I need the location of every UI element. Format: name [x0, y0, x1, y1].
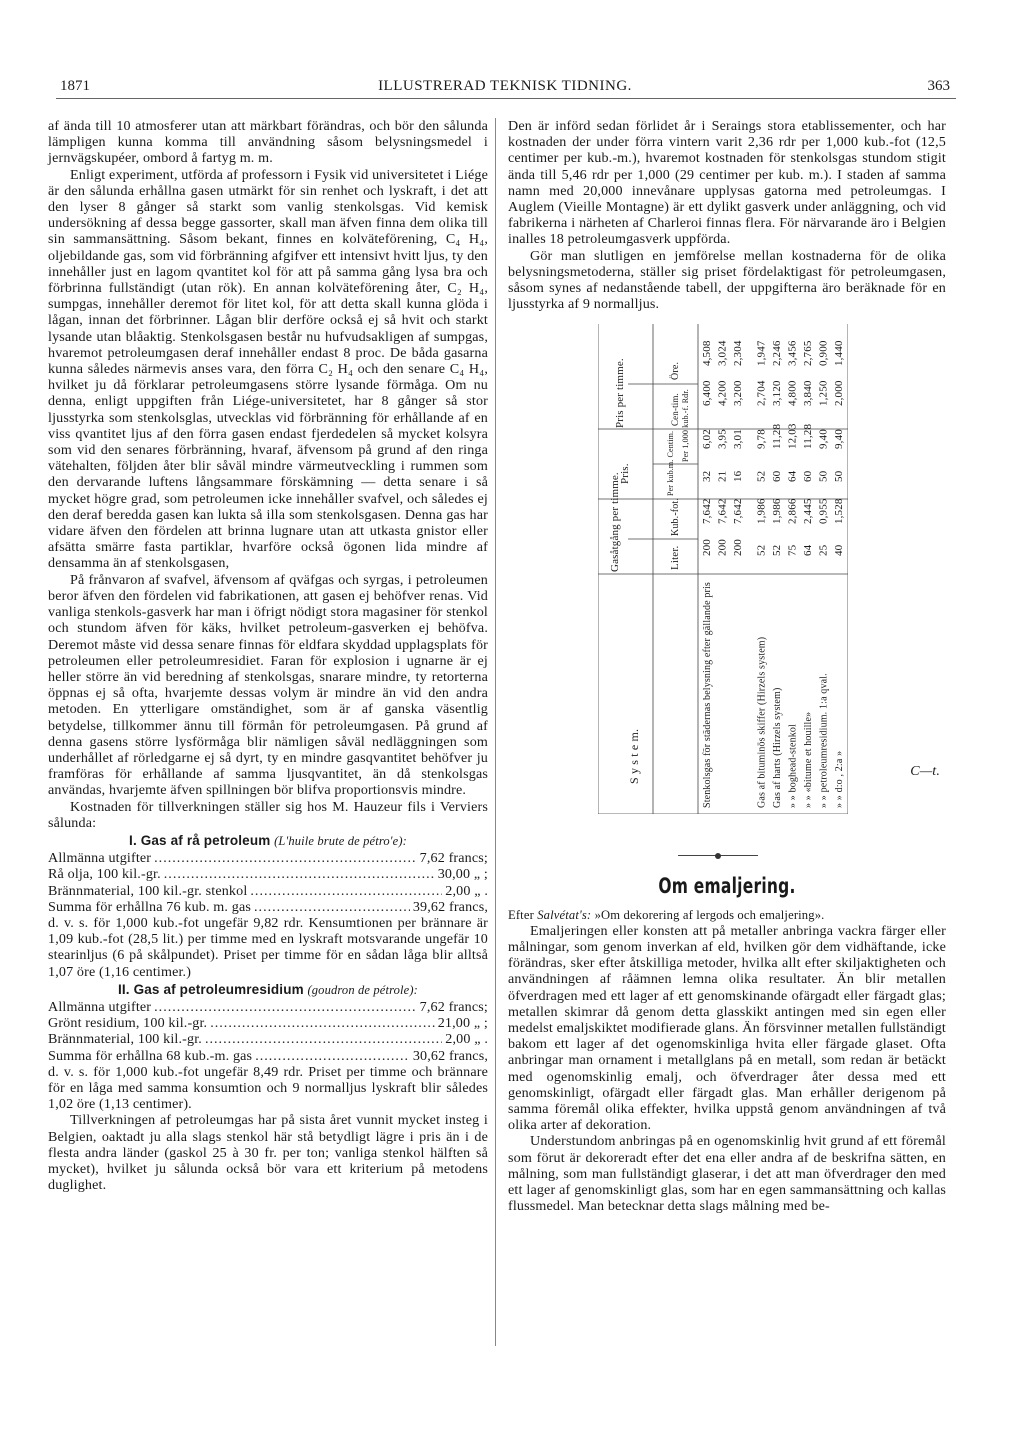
header-title: ILLUSTRERAD TEKNISK TIDNING. [378, 78, 632, 94]
table-cell-liter: 25 [817, 545, 830, 557]
table-cell-per-1000: 11,28 [802, 424, 814, 450]
table-cell-kubfot: 1,528 [833, 498, 845, 525]
paragraph: d. v. s. för 1,000 kub.-fot ungefär 9,82 rdr. Kensumtionen per brännare är 1,09 kub.-fot (28,5 lit.) per timme med en lyskraft motsvarande ungefär 10 stearinljus (6 på skålpundet). Priset per timme för en sådan låga blir alltså 1,07 öre (1,16 centimer.) [48, 914, 488, 980]
article-source: Efter Salvétat's: »Om dekorering af lergods och emaljering». [508, 907, 825, 922]
table-cell-per-kub: 64 [786, 471, 799, 483]
table-cell-ore: 2,246 [771, 340, 783, 367]
table-cell-per-1000: 9,40 [817, 429, 830, 450]
paragraph: Tillverkningen af petroleumgas har på sista året vunnit mycket insteg i Belgien, oaktadt ju alla slags stenkol här stå betydligt lägre i pris än i de flesta andra länder (gaskol 25 à 30 fr. per ton; vanliga stenkol hälften så mycket), hvilket ju sålunda också bör vara ett kriterium på metodens duglighet. [48, 1112, 488, 1194]
paragraph: af ända till 10 atmosferer utan att märkbart förändras, och bör den sålunda lämpligen kunna komma till användning såsom belysningsmedel i jernvägskupéer, ombord å fartyg m. m. [48, 118, 488, 167]
table-cell-per-1000: 6,02 [701, 429, 713, 450]
comparison-table [598, 324, 848, 814]
table-cell-ore: 2,304 [732, 340, 744, 367]
table-cell-ore: 2,765 [802, 340, 814, 367]
right-column [508, 118, 946, 1215]
paragraph: Den är införd sedan förlidet år i Seraings stora etablissementer, och har kostnaden der under förra vintern varit 2,36 rdr per 1,000 kub.-fot (12,5 centimer per kub.-m.), hvaremot kostnaden för stenkolsgas stundom stigit ända till 5,46 rdr per 1,000 (29 centimer per kub. m.). I staden af samma namn med 20,000 innevånare upplysas gatorna med petroleumgas. I Auglem (Vieille Montagne) är ett dylikt gasverk under anläggning, och vid fabrikerna i närheten af Charleroi finnas flera. För närvarande äro i Belgien inalles 18 petroleumgasverk uppförda. [508, 118, 946, 248]
table-cell-per-kub: 21 [716, 471, 729, 483]
table-cell-kubfot: 1,986 [755, 498, 768, 525]
section-title: I. Gas af rå petroleum [129, 832, 271, 848]
table-cell-per-kub: 52 [755, 471, 768, 483]
table-cell-system: Gas af bituminös skiffer (Hirzels system) [756, 637, 768, 809]
paragraph: Emaljeringen eller konsten att på metaller anbringa vackra färger eller målningar, som genom inverkan af eld, hvilken gör dem vidhäftande, icke förändras, sker efter åtskilliga metoder, hvilka allt efter skiljaktigheten och användningen af råämnen lemna olika resultater. Än blir metallen öfverdragen med ett lager af ett genomskinande ofärgadt eller färgadt glas; metallen skimrar då genom detta glasskikt antingen med sin egen eller medelst emaljskiktet modifierade glans. Än försvinner metallen fullständigt bakom ett lager af det ogenomskinliga hvita eller färgade glaset. Ofta anbringar man ornament i metallglans på en metall, som redan är betäckt med ogenomskinlig emalj, och öfverdrager åter dessa med ett genomskinligt, ofärgadt eller färgadt glas. Man erhåller derigenom på samma föremål olika effekter, hvilka uppstå genom användningen af två olika arter af dekoration. [508, 922, 946, 1134]
table-cell-system: » » petroleumresidium. 1:a qval. [818, 673, 830, 809]
table-cell-per-kub: 60 [771, 471, 783, 483]
table-cell-liter: 52 [771, 545, 783, 557]
table-cell-liter: 200 [732, 539, 744, 557]
table-header-system: S y s t e m. [627, 729, 641, 785]
table-cell-liter: 52 [755, 545, 768, 557]
table-cell-cent: 3,120 [771, 380, 783, 407]
table-header-per-1000: Per 1,000 kub.-f. Rdr. [681, 389, 690, 463]
table-cell-per-kub: 16 [732, 471, 744, 483]
table-header-cent: Cen-tim. [670, 393, 680, 427]
table-cell-cent: 2,704 [755, 380, 768, 407]
table-cell-kubfot: 2,866 [786, 498, 799, 525]
cost-sum: Summa för erhållna 68 kub.-m. gas ..... 30,62 francs, [48, 1048, 488, 1064]
paragraph: Enligt experiment, utförda af professorn i Fysik vid universitetet i Liége är den sålunda erhållna gasen utmärkt för sin renhet och lyskraft, i det att den lyser 8 gånger så starkt som vanlig stenkolsgas. Vid kemisk undersökning af dessa begge gassorter, skall man äfven finna dem olika till sin sammansättning. Såsom bekant, finnes en kolväteförening, C₄ H₄, oljebildande gas, som vid förbränning afgifver ett intensivt hvitt ljus, ty den innehåller just en lagom qvantitet kol för att på samma gång lysa bra och förbrinna fullständigt (utan rök). En annan kolväteförening åter, C₂ H₄, sumpgas, innehåller deremot för litet kol, för att detta skall kunna glöda i lågan, innan det förbrinner. Lågan blir derföre också ej så hvit och starkt lysande utan blåaktig. Stenkolsgasen består nu hufvudsakligen af sumpgas, hvaremot petroleumgasen deraf innehåller endast 8 proc. De båda gasarna kunna således närmevis anses vara, den förra C₂ H₄ och den senare C₄ H₄, hvilket ju då förklarar petroleumgasens större lysande förmåga. Om nu denna, enligt uppgiften från Liége-universitetet, har 8 gånger så stor ljusstyrka som stenkolsglas, utvecklas vid förbränning för erhållande af en viss qvantitet ljus af den förra gasen endast fjerdedelen så mycket kolsyra som vid den senares förbränning, hvaraf, äfvensom på grund af den ringa vätehalten, följden åter blir såväl mindre värmeutveckling i rummen som den dervarande luftens långsammare förskämning — detta senare i så mycket högre grad, som petroleumen icke innehåller svafvel, och således ej den deraf beredda gasen kan lukta så illa som stenkolsgasen. Denna gas har vidare äfven den fördelen att brinna lugnare utan att utkasta gnistor eller afsätta smärre fasta partiklar, hvarföre också ögonen lida mindre af densamma än af stenkolsgasen, [48, 166, 488, 572]
cost-line: Allmänna utgifter ..... 7,62 francs; [48, 850, 488, 866]
table-cell-ore: 3,456 [786, 340, 799, 367]
cost-line: Brännmaterial, 100 kil.-gr. stenkol ..... 2,00 „ . [48, 883, 488, 899]
cost-sum: Summa för erhållna 76 kub. m. gas ..... 39,62 francs, [48, 899, 488, 915]
table-cell-per-kub: 50 [833, 471, 845, 483]
table-cell-per-kub: 50 [817, 471, 830, 483]
table-cell-kubfot: 1,986 [771, 498, 783, 525]
section-subtitle: (L'huile brute de pétro'e): [274, 833, 407, 848]
article-divider [678, 855, 758, 856]
table-cell-cent: 3,200 [732, 380, 744, 407]
table-cell-cent: 6,400 [701, 380, 713, 407]
article-title: Om emaljering. [658, 874, 796, 899]
table-cell-system: » » «bitume et houille» [803, 712, 814, 809]
table-cell-per-1000: 3,01 [732, 429, 744, 450]
table-header-liter: Liter. [669, 546, 681, 571]
paragraph: Gör man slutligen en jemförelse mellan kostnaderna för de olika belysningsmetoderna, ställer sig priset fördelaktigast för petroleumgasen, såsom synes af nedanstående tabell, der uppgifterna äro beräknade för en ljusstyrka af 9 normalljus. [508, 247, 946, 313]
paragraph: På frånvaron af svafvel, äfvensom af qväfgas och syrgas, i petroleumen beror äfven den fördelen vid fabrikationen, att gasen ej behöfver renas. Vid vanliga stenkols-gasverk har man i öfrigt nödigt stora magasiner för stenkol och stundom äfven för käks, hvilket petroleum-gasverken ej behöfva. Deremot måste vid dessa senare finnas för eldfara skyddad upplagsplats för petroleumen eller petroleumresidiet. Faran för explosion i ugnarne är ej heller större än vid beredning af stenkolsgas, snarare mindre, ty retorterna öppnas ej så ofta, hvarjemte dessas volym är mindre än vid den andra metoden. En ytterligare omständighet, som är af ganska väsentlig betydelse, tillkommer ännu till förmån för petroleumgasen. På grund af denna gasens större lysförmåga blir nämligen såväl nedläggningen som underhållet af rörledgarne ej så dyrt, ty en mindre gasqvantitet behöfver ju framföras för erhållande af samma ljusqvantitet, än då stenkolsgas användas, hvarjemte äfven spillningen bör blifva proportionsvis mindre. [48, 571, 488, 799]
table-header-ore: Öre. [670, 362, 681, 381]
signature: C—t. [910, 764, 940, 780]
table-cell-kubfot: 7,642 [701, 498, 713, 525]
paragraph: Understundom anbringas på en ogenomskinlig hvit grund af ett föremål som förut är dekoreradt efter det ena eller andra af de beskrifna sätten, en målning, som man fullständigt glaserar, i det att man öfverdrager den med ett lager af genomskinligt glas, som har en egen sammansättning och kallas flussmedel. Man betecknar detta slags målning med be- [508, 1133, 946, 1215]
table-header-kubfot: Kub.-fot. [670, 498, 681, 537]
section-heading-2 [48, 982, 488, 998]
table-cell-per-kub: 32 [701, 471, 713, 483]
table-cell-kubfot: 7,642 [732, 498, 744, 525]
table-cell-cent: 2,000 [833, 380, 845, 407]
header-rule [56, 98, 956, 99]
table-cell-kubfot: 0,955 [817, 498, 830, 525]
table-cell-liter: 200 [701, 539, 713, 557]
table-cell-per-1000: 11,28 [771, 424, 783, 450]
left-column [48, 118, 488, 1193]
cost-line: Rå olja, 100 kil.-gr. ..... 30,00 „ ; [48, 866, 488, 882]
comparison-table-area [508, 312, 946, 852]
table-cell-per-1000: 3,95 [716, 429, 729, 450]
section-title: II. Gas af petroleumresidium [118, 981, 304, 997]
table-cell-liter: 64 [802, 545, 814, 557]
table-cell-ore: 1,440 [833, 340, 845, 367]
cost-line: Brännmaterial, 100 kil.-gr. ..... 2,00 „ . [48, 1031, 488, 1047]
table-cell-ore: 0,900 [817, 340, 830, 367]
table-cell-per-kub: 60 [802, 471, 814, 483]
table-cell-cent: 3,840 [802, 380, 814, 407]
table-cell-per-1000: 12,03 [786, 423, 799, 450]
table-cell-per-1000: 9,40 [833, 429, 845, 450]
table-cell-per-1000: 9,78 [755, 429, 768, 450]
table-cell-kubfot: 7,642 [716, 498, 729, 525]
table-cell-cent: 4,200 [716, 380, 729, 407]
table-cell-system: » » d:o , 2:a » [834, 751, 845, 809]
table-cell-cent: 4,800 [786, 380, 799, 407]
running-header [60, 78, 950, 100]
table-cell-system: » » boghead-stenkol [787, 724, 799, 809]
section-heading-1 [48, 833, 488, 849]
table-cell-liter: 200 [716, 539, 729, 557]
cost-line: Grönt residium, 100 kil.-gr. ..... 21,00 „ ; [48, 1015, 488, 1031]
table-cell-ore: 4,508 [701, 340, 713, 367]
table-cell-liter: 40 [833, 545, 845, 557]
header-year: 1871 [60, 78, 90, 94]
table-cell-ore: 3,024 [716, 340, 729, 367]
column-separator [495, 118, 496, 1346]
table-cell-cent: 1,250 [817, 380, 830, 407]
table-header-gas: Gasåtgång per timme. [609, 472, 621, 573]
table-header-per-kub: Per kub.m. Centim. [666, 431, 675, 497]
table-cell-ore: 1,947 [755, 340, 768, 367]
table-cell-kubfot: 2,445 [802, 498, 814, 525]
paragraph: Kostnaden för tillverkningen ställer sig hos M. Hauzeur fils i Verviers sålunda: [48, 798, 488, 831]
table-cell-system: Gas af harts (Hirzels system) [772, 688, 783, 809]
table-cell-liter: 75 [786, 545, 799, 557]
table-cell-system: Stenkolsgas för städernas belysning efter gällande pris [702, 582, 713, 809]
table-header-pris-timme: Pris per timme. [614, 358, 626, 429]
table-header-pris: Pris. [619, 463, 631, 485]
cost-line: Allmänna utgifter ..... 7,62 francs; [48, 999, 488, 1015]
paragraph: d. v. s. för 1,000 kub.-fot ungefär 8,49 rdr. Priset per timme och brännare för en låga med samma konsumtion och 9 normalljus lyskraft blir således 1,02 öre (1,13 centimer). [48, 1063, 488, 1113]
section-subtitle: (goudron de pétrole): [307, 982, 418, 997]
page-number: 363 [927, 78, 950, 94]
